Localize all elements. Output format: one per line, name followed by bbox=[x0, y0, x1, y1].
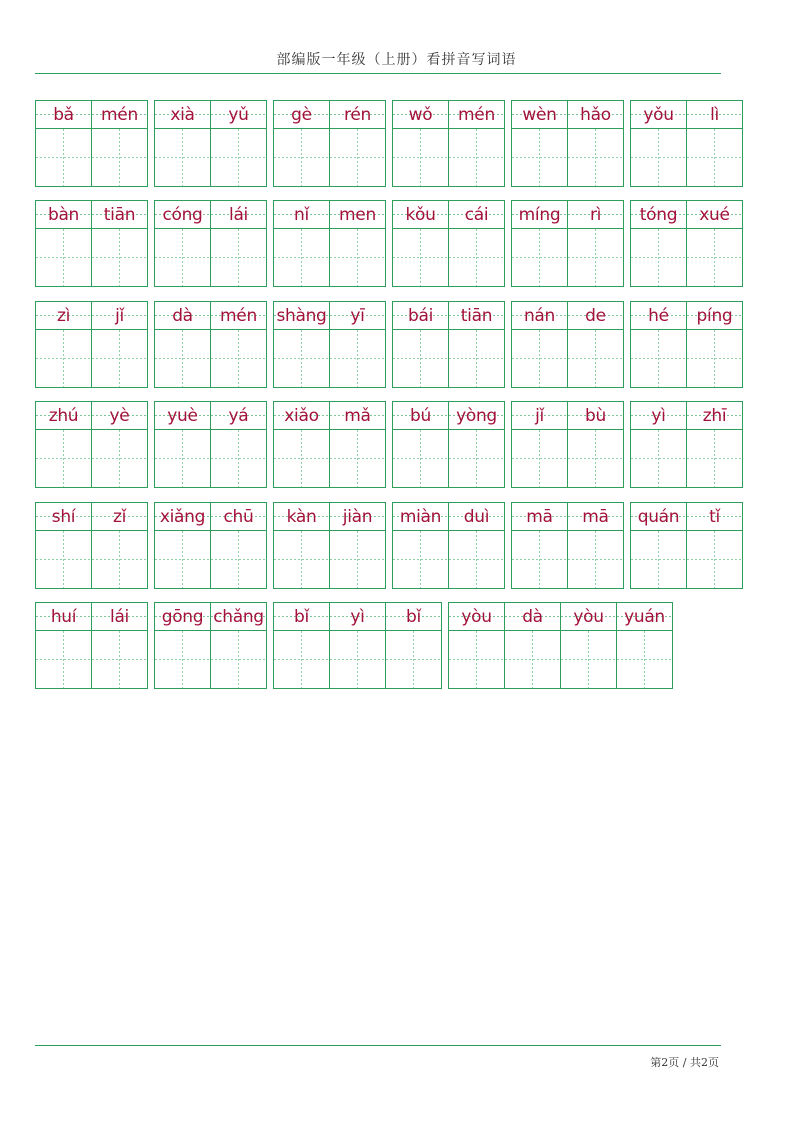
writing-square[interactable] bbox=[449, 531, 504, 588]
writing-square[interactable] bbox=[687, 531, 742, 588]
pinyin-label: chū bbox=[211, 503, 266, 531]
word-box bbox=[35, 502, 148, 589]
writing-square[interactable] bbox=[211, 531, 266, 588]
writing-square[interactable] bbox=[617, 631, 672, 688]
word-box bbox=[511, 401, 624, 488]
character-cell bbox=[36, 101, 92, 186]
pinyin-label: wèn bbox=[512, 101, 567, 129]
character-cell bbox=[393, 201, 449, 286]
pinyin-label: hǎo bbox=[568, 101, 623, 129]
pinyin-label: quán bbox=[631, 503, 686, 531]
word-box bbox=[511, 200, 624, 287]
pinyin-label: rì bbox=[568, 201, 623, 229]
character-cell bbox=[512, 201, 568, 286]
writing-square[interactable] bbox=[92, 129, 147, 186]
word-box bbox=[154, 401, 267, 488]
writing-square[interactable] bbox=[274, 631, 329, 688]
writing-square[interactable] bbox=[274, 129, 329, 186]
pinyin-label: lì bbox=[687, 101, 742, 129]
pinyin-label: bǐ bbox=[386, 603, 441, 631]
writing-square[interactable] bbox=[687, 430, 742, 487]
pinyin-label: yǒu bbox=[631, 101, 686, 129]
pinyin-label: mén bbox=[211, 302, 266, 330]
pinyin-label: wǒ bbox=[393, 101, 448, 129]
character-cell bbox=[505, 603, 561, 688]
character-cell bbox=[330, 402, 386, 487]
writing-square[interactable] bbox=[36, 531, 91, 588]
word-box bbox=[273, 502, 386, 589]
writing-square[interactable] bbox=[568, 430, 623, 487]
writing-square[interactable] bbox=[92, 531, 147, 588]
character-cell bbox=[449, 302, 505, 387]
pinyin-label: mā bbox=[568, 503, 623, 531]
writing-square[interactable] bbox=[211, 330, 266, 387]
character-cell bbox=[393, 402, 449, 487]
writing-square[interactable] bbox=[211, 129, 266, 186]
pinyin-label: jiàn bbox=[330, 503, 385, 531]
writing-square[interactable] bbox=[92, 430, 147, 487]
word-box bbox=[35, 401, 148, 488]
character-cell bbox=[512, 302, 568, 387]
character-cell bbox=[631, 402, 687, 487]
character-cell bbox=[211, 603, 267, 688]
pinyin-label: bù bbox=[568, 402, 623, 430]
writing-square[interactable] bbox=[155, 531, 210, 588]
character-cell bbox=[386, 603, 442, 688]
footer-divider bbox=[35, 1045, 721, 1046]
pinyin-label: dà bbox=[505, 603, 560, 631]
word-box bbox=[154, 502, 267, 589]
character-cell bbox=[449, 201, 505, 286]
writing-square[interactable] bbox=[211, 229, 266, 286]
writing-square[interactable] bbox=[561, 631, 616, 688]
character-cell bbox=[330, 201, 386, 286]
character-cell bbox=[92, 503, 148, 588]
pinyin-label: mǎ bbox=[330, 402, 385, 430]
character-cell bbox=[155, 201, 211, 286]
word-box bbox=[35, 602, 148, 689]
character-cell bbox=[211, 503, 267, 588]
writing-square[interactable] bbox=[687, 330, 742, 387]
character-cell bbox=[155, 302, 211, 387]
pinyin-label: yī bbox=[330, 302, 385, 330]
writing-square[interactable] bbox=[274, 531, 329, 588]
character-cell bbox=[568, 201, 624, 286]
pinyin-label: lái bbox=[211, 201, 266, 229]
pinyin-label: xué bbox=[687, 201, 742, 229]
character-cell bbox=[631, 503, 687, 588]
writing-square[interactable] bbox=[631, 129, 686, 186]
character-cell bbox=[330, 503, 386, 588]
pinyin-label: yǔ bbox=[211, 101, 266, 129]
word-box bbox=[392, 301, 505, 388]
pinyin-label: kàn bbox=[274, 503, 329, 531]
character-cell bbox=[92, 402, 148, 487]
character-cell bbox=[92, 302, 148, 387]
character-cell bbox=[155, 603, 211, 688]
pinyin-label: míng bbox=[512, 201, 567, 229]
character-cell bbox=[449, 402, 505, 487]
writing-square[interactable] bbox=[505, 631, 560, 688]
word-box bbox=[630, 502, 743, 589]
pinyin-label: bú bbox=[393, 402, 448, 430]
character-cell bbox=[631, 201, 687, 286]
character-cell bbox=[631, 302, 687, 387]
pinyin-label: yì bbox=[330, 603, 385, 631]
writing-square[interactable] bbox=[274, 229, 329, 286]
writing-square[interactable] bbox=[386, 631, 441, 688]
pinyin-label: mén bbox=[449, 101, 504, 129]
character-cell bbox=[687, 101, 743, 186]
pinyin-label: xiǎng bbox=[155, 503, 210, 531]
character-cell bbox=[274, 603, 330, 688]
pinyin-label: bàn bbox=[36, 201, 91, 229]
character-cell bbox=[36, 302, 92, 387]
pinyin-label: dà bbox=[155, 302, 210, 330]
writing-square[interactable] bbox=[512, 531, 567, 588]
word-box bbox=[154, 200, 267, 287]
character-cell bbox=[330, 101, 386, 186]
writing-square[interactable] bbox=[631, 229, 686, 286]
character-cell bbox=[274, 503, 330, 588]
word-box bbox=[392, 401, 505, 488]
writing-square[interactable] bbox=[92, 330, 147, 387]
word-box bbox=[273, 200, 386, 287]
character-cell bbox=[687, 302, 743, 387]
word-box bbox=[273, 301, 386, 388]
pinyin-label: rén bbox=[330, 101, 385, 129]
character-cell bbox=[36, 402, 92, 487]
writing-square[interactable] bbox=[568, 531, 623, 588]
word-box bbox=[273, 100, 386, 187]
writing-square[interactable] bbox=[330, 229, 385, 286]
character-cell bbox=[36, 201, 92, 286]
writing-square[interactable] bbox=[449, 631, 504, 688]
character-cell bbox=[330, 603, 386, 688]
character-cell bbox=[274, 302, 330, 387]
word-box bbox=[511, 301, 624, 388]
pinyin-label: bǎ bbox=[36, 101, 91, 129]
word-box bbox=[35, 100, 148, 187]
pinyin-label: yuán bbox=[617, 603, 672, 631]
pinyin-label: duì bbox=[449, 503, 504, 531]
word-box bbox=[630, 401, 743, 488]
writing-square[interactable] bbox=[393, 229, 448, 286]
character-cell bbox=[92, 201, 148, 286]
word-box bbox=[273, 401, 386, 488]
pinyin-label: yòu bbox=[561, 603, 616, 631]
character-cell bbox=[155, 402, 211, 487]
writing-square[interactable] bbox=[512, 129, 567, 186]
pinyin-label: yòu bbox=[449, 603, 504, 631]
writing-square[interactable] bbox=[512, 330, 567, 387]
pinyin-label: chǎng bbox=[211, 603, 266, 631]
word-box bbox=[630, 100, 743, 187]
writing-square[interactable] bbox=[568, 229, 623, 286]
pinyin-label: shí bbox=[36, 503, 91, 531]
character-cell bbox=[211, 101, 267, 186]
writing-square[interactable] bbox=[211, 631, 266, 688]
writing-square[interactable] bbox=[36, 129, 91, 186]
pinyin-label: gōng bbox=[155, 603, 210, 631]
pinyin-label: huí bbox=[36, 603, 91, 631]
writing-square[interactable] bbox=[631, 531, 686, 588]
character-cell bbox=[568, 101, 624, 186]
writing-square[interactable] bbox=[393, 531, 448, 588]
pinyin-label: píng bbox=[687, 302, 742, 330]
pinyin-label: yá bbox=[211, 402, 266, 430]
writing-square[interactable] bbox=[687, 229, 742, 286]
character-cell bbox=[687, 201, 743, 286]
pinyin-label: gè bbox=[274, 101, 329, 129]
character-cell bbox=[211, 201, 267, 286]
pinyin-label: jǐ bbox=[512, 402, 567, 430]
character-cell bbox=[274, 201, 330, 286]
pinyin-label: yè bbox=[92, 402, 147, 430]
writing-square[interactable] bbox=[568, 330, 623, 387]
pinyin-label: bǐ bbox=[274, 603, 329, 631]
pinyin-label: de bbox=[568, 302, 623, 330]
writing-square[interactable] bbox=[568, 129, 623, 186]
pinyin-label: cái bbox=[449, 201, 504, 229]
pinyin-label: kǒu bbox=[393, 201, 448, 229]
character-cell bbox=[274, 101, 330, 186]
character-cell bbox=[393, 302, 449, 387]
word-box bbox=[35, 200, 148, 287]
character-cell bbox=[36, 503, 92, 588]
character-cell bbox=[568, 402, 624, 487]
character-cell bbox=[393, 503, 449, 588]
writing-square[interactable] bbox=[92, 229, 147, 286]
word-box bbox=[392, 200, 505, 287]
writing-square[interactable] bbox=[330, 430, 385, 487]
character-cell bbox=[274, 402, 330, 487]
pinyin-label: tiān bbox=[92, 201, 147, 229]
writing-square[interactable] bbox=[449, 129, 504, 186]
character-cell bbox=[36, 603, 92, 688]
writing-square[interactable] bbox=[155, 430, 210, 487]
pinyin-label: zhī bbox=[687, 402, 742, 430]
pinyin-label: zhú bbox=[36, 402, 91, 430]
writing-square[interactable] bbox=[393, 330, 448, 387]
character-cell bbox=[512, 503, 568, 588]
writing-square[interactable] bbox=[449, 330, 504, 387]
character-cell bbox=[568, 302, 624, 387]
pinyin-label: hé bbox=[631, 302, 686, 330]
character-cell bbox=[687, 503, 743, 588]
pinyin-label: tiān bbox=[449, 302, 504, 330]
word-box bbox=[392, 502, 505, 589]
writing-square[interactable] bbox=[687, 129, 742, 186]
writing-square[interactable] bbox=[155, 330, 210, 387]
pinyin-label: yì bbox=[631, 402, 686, 430]
word-box bbox=[448, 602, 673, 689]
writing-square[interactable] bbox=[449, 430, 504, 487]
word-box bbox=[154, 602, 267, 689]
character-cell bbox=[568, 503, 624, 588]
character-cell bbox=[393, 101, 449, 186]
character-cell bbox=[211, 402, 267, 487]
pinyin-label: men bbox=[330, 201, 385, 229]
character-cell bbox=[92, 101, 148, 186]
character-cell bbox=[617, 603, 673, 688]
pinyin-label: nǐ bbox=[274, 201, 329, 229]
pinyin-label: bái bbox=[393, 302, 448, 330]
character-cell bbox=[155, 101, 211, 186]
pinyin-label: yòng bbox=[449, 402, 504, 430]
pinyin-label: zǐ bbox=[92, 503, 147, 531]
writing-square[interactable] bbox=[330, 129, 385, 186]
writing-square[interactable] bbox=[36, 631, 91, 688]
pinyin-label: xiǎo bbox=[274, 402, 329, 430]
word-box bbox=[154, 301, 267, 388]
word-box bbox=[35, 301, 148, 388]
writing-square[interactable] bbox=[330, 330, 385, 387]
writing-square[interactable] bbox=[330, 631, 385, 688]
writing-square[interactable] bbox=[155, 631, 210, 688]
writing-square[interactable] bbox=[512, 229, 567, 286]
pinyin-label: nán bbox=[512, 302, 567, 330]
word-box bbox=[511, 100, 624, 187]
pinyin-label: mén bbox=[92, 101, 147, 129]
word-box bbox=[273, 602, 442, 689]
writing-square[interactable] bbox=[155, 129, 210, 186]
pinyin-label: jǐ bbox=[92, 302, 147, 330]
writing-square[interactable] bbox=[631, 430, 686, 487]
pinyin-label: zì bbox=[36, 302, 91, 330]
pinyin-label: cóng bbox=[155, 201, 210, 229]
writing-square[interactable] bbox=[393, 430, 448, 487]
writing-square[interactable] bbox=[36, 430, 91, 487]
word-box bbox=[392, 100, 505, 187]
character-cell bbox=[449, 503, 505, 588]
character-cell bbox=[449, 101, 505, 186]
pinyin-label: mā bbox=[512, 503, 567, 531]
word-box bbox=[511, 502, 624, 589]
writing-square[interactable] bbox=[512, 430, 567, 487]
writing-square[interactable] bbox=[449, 229, 504, 286]
writing-square[interactable] bbox=[155, 229, 210, 286]
character-cell bbox=[631, 101, 687, 186]
writing-square[interactable] bbox=[92, 631, 147, 688]
pinyin-label: lái bbox=[92, 603, 147, 631]
character-cell bbox=[512, 101, 568, 186]
character-cell bbox=[449, 603, 505, 688]
character-cell bbox=[92, 603, 148, 688]
character-cell bbox=[211, 302, 267, 387]
pinyin-label: yuè bbox=[155, 402, 210, 430]
word-box bbox=[630, 301, 743, 388]
character-cell bbox=[561, 603, 617, 688]
pinyin-label: xià bbox=[155, 101, 210, 129]
writing-square[interactable] bbox=[36, 229, 91, 286]
writing-square[interactable] bbox=[330, 531, 385, 588]
writing-square[interactable] bbox=[631, 330, 686, 387]
pinyin-label: shàng bbox=[274, 302, 329, 330]
page-number: 第2页 / 共2页 bbox=[650, 1056, 719, 1069]
word-box bbox=[154, 100, 267, 187]
pinyin-label: tóng bbox=[631, 201, 686, 229]
writing-square[interactable] bbox=[393, 129, 448, 186]
character-cell bbox=[155, 503, 211, 588]
writing-square[interactable] bbox=[211, 430, 266, 487]
writing-square[interactable] bbox=[274, 330, 329, 387]
writing-square[interactable] bbox=[274, 430, 329, 487]
pinyin-label: tǐ bbox=[687, 503, 742, 531]
character-cell bbox=[687, 402, 743, 487]
character-cell bbox=[512, 402, 568, 487]
writing-square[interactable] bbox=[36, 330, 91, 387]
page-title: 部编版一年级（上册）看拼音写词语 bbox=[276, 52, 517, 68]
character-cell bbox=[330, 302, 386, 387]
word-box bbox=[630, 200, 743, 287]
pinyin-label: miàn bbox=[393, 503, 448, 531]
